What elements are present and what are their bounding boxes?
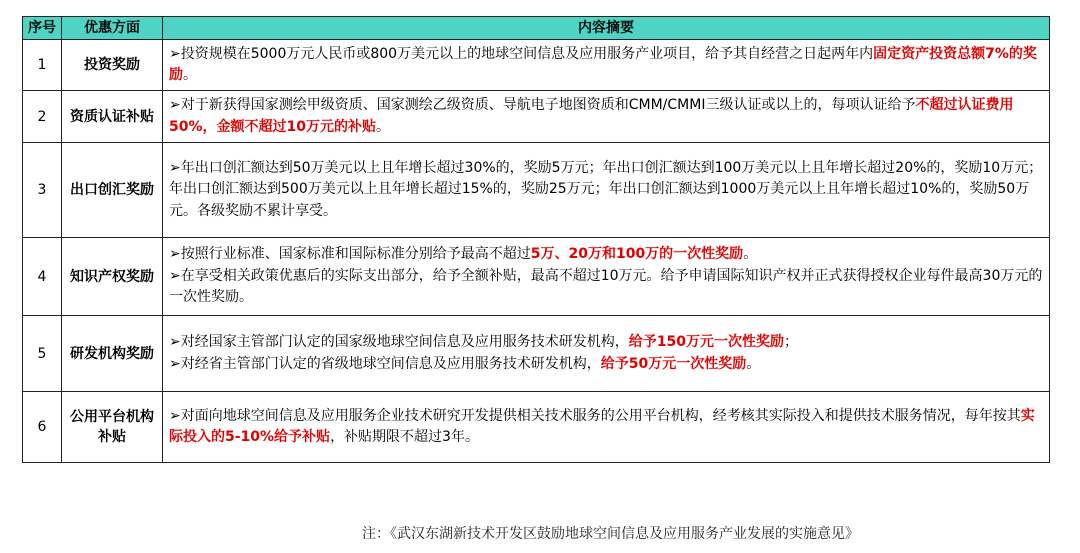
table-row	[23, 91, 1050, 143]
body-text: 。	[376, 118, 390, 135]
body-text: 。	[743, 246, 758, 263]
highlight-text: 实际投入的5-10%给予补贴	[169, 407, 1035, 445]
row-aspect: 公用平台机构补贴	[62, 392, 163, 463]
highlight-text: 不超过认证费用50%，金额不超过10万元的补贴	[169, 97, 1014, 135]
table-row	[23, 143, 1050, 238]
body-text: 。	[183, 67, 197, 83]
table-row	[23, 316, 1050, 392]
content-paragraph	[169, 354, 1043, 376]
header-aspect: 优惠方面	[62, 17, 163, 40]
body-text: ➢投资规模在5000万元人民币或800万美元以上的地球空间信息及应用服务产业项目，给予其自经营之日起两年内	[169, 45, 874, 62]
highlight-text: 给予150万元一次性奖励	[628, 334, 784, 350]
row-aspect: 研发机构奖励	[62, 316, 163, 392]
row-content	[163, 40, 1050, 91]
highlight-text: 5万、20万和100万的一次性奖励	[530, 246, 744, 263]
body-text: ➢对于新获得国家测绘甲级资质、国家测绘乙级资质、导航电子地图资质和CMM/CMMI三级认证或以上的，每项认证给予	[169, 97, 916, 113]
table-row	[23, 40, 1050, 91]
row-num: 4	[23, 238, 62, 316]
body-text: ➢对经省主管部门认定的省级地球空间信息及应用服务技术研发机构，	[169, 355, 601, 372]
content-paragraph	[169, 95, 1043, 138]
row-content	[163, 143, 1050, 238]
policy-table	[22, 16, 1050, 463]
highlight-text: 给予50万元一次性奖励	[600, 355, 747, 372]
body-text: ➢年出口创汇额达到50万美元以上且年增长超过30%的，奖励5万元；年出口创汇额达到100万美元以上且年增长超过20%的，奖励10万元；年出口创汇额达到500万美元以上且年增长超过15%的，奖励25万元；年出口创汇额达到1000万美元以上且年增长超过10%的，奖励50万元。各级奖励不累计享受。	[169, 159, 1043, 219]
body-text: ➢对面向地球空间信息及应用服务企业技术研究开发提供相关技术服务的公用平台机构，经考核其实际投入和提供技术服务情况，每年按其	[169, 407, 1021, 424]
table-header-row	[23, 17, 1050, 40]
row-num: 3	[23, 143, 62, 238]
footnote: 注：《武汉东湖新技术开发区鼓励地球空间信息及应用服务产业发展的实施意见》	[362, 526, 859, 542]
header-content: 内容摘要	[163, 17, 1050, 40]
row-content	[163, 238, 1050, 316]
body-text: ➢在享受相关政策优惠后的实际支出部分，给予全额补贴，最高不超过10万元。给予申请国际知识产权并正式获得授权企业每件最高30万元的一次性奖励。	[169, 267, 1043, 306]
header-num: 序号	[23, 17, 62, 40]
content-paragraph	[169, 266, 1043, 309]
content-paragraph	[169, 44, 1043, 87]
content-paragraph	[169, 244, 1043, 266]
body-text: ；	[783, 334, 798, 350]
row-content	[163, 316, 1050, 392]
row-num: 2	[23, 91, 62, 143]
row-aspect: 投资奖励	[62, 40, 163, 91]
content-paragraph	[169, 332, 1043, 354]
row-num: 6	[23, 392, 62, 463]
row-content	[163, 91, 1050, 143]
table-row	[23, 392, 1050, 463]
table-row	[23, 238, 1050, 316]
row-aspect: 出口创汇奖励	[62, 143, 163, 238]
row-num: 5	[23, 316, 62, 392]
content-paragraph	[169, 158, 1043, 223]
body-text: ➢按照行业标准、国家标准和国际标准分别给予最高不超过	[169, 246, 531, 263]
row-aspect: 资质认证补贴	[62, 91, 163, 143]
highlight-text: 固定资产投资总额7%的奖励	[169, 45, 1037, 83]
row-content	[163, 392, 1050, 463]
row-num: 1	[23, 40, 62, 91]
body-text: 。	[746, 355, 761, 372]
content-paragraph	[169, 406, 1043, 449]
body-text: ，补贴期限不超过3年。	[330, 429, 479, 445]
row-aspect: 知识产权奖励	[62, 238, 163, 316]
body-text: ➢对经国家主管部门认定的国家级地球空间信息及应用服务技术研发机构，	[169, 334, 629, 350]
